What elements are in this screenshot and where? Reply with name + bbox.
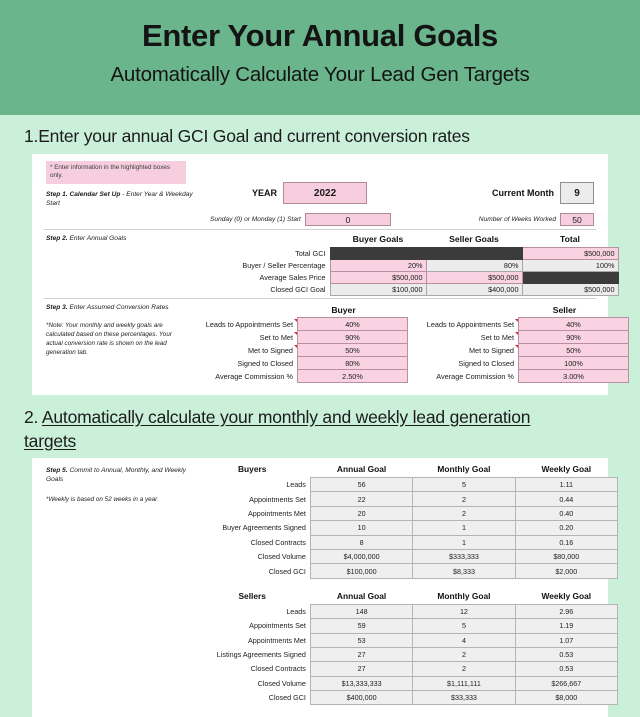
- sellers-col-weekly: Weekly Goal: [541, 590, 592, 601]
- buyers-col-annual: Annual Goal: [336, 464, 387, 474]
- input-cell[interactable]: 80%: [298, 357, 408, 370]
- table-row: [194, 492, 618, 506]
- row-label: Leads to Appointments Set: [405, 318, 519, 331]
- buyers-goal-header-row: [194, 464, 618, 478]
- step-3-note: *Note: Your monthly and weekly goals are calculated based on these percentages. Your actual conversion rate is shown on the lead generation tab.: [46, 322, 172, 356]
- calculated-cell: 1.19: [515, 619, 617, 633]
- table-row: [194, 676, 618, 690]
- calculated-cell: 0.44: [515, 492, 617, 506]
- locked-cell: [426, 248, 522, 260]
- step-1-label-rest: - Enter Year & Weekday Start: [46, 190, 193, 207]
- sellers-col-monthly: Monthly Goal: [437, 590, 491, 601]
- page-banner: [0, 0, 640, 115]
- input-cell[interactable]: 20%: [330, 260, 426, 272]
- row-label: Set to Met: [405, 331, 519, 344]
- calculated-cell: 59: [310, 619, 412, 633]
- weeks-worked-label: Number of Weeks Worked: [478, 216, 556, 223]
- calculated-cell: 2: [413, 662, 515, 676]
- step-1-section: [42, 161, 598, 227]
- table-row: [184, 370, 408, 383]
- calculated-cell: 148: [310, 604, 412, 618]
- calculated-cell: $13,333,333: [310, 676, 412, 690]
- current-month-label: Current Month: [492, 188, 554, 198]
- input-cell[interactable]: 40%: [298, 318, 408, 331]
- row-label: Appointments Met: [194, 633, 310, 647]
- step-1-label: [46, 190, 196, 208]
- input-cell[interactable]: 3.00%: [519, 370, 629, 383]
- annual-goals-col-total: Total: [560, 234, 580, 244]
- row-label: Signed to Closed: [237, 358, 293, 368]
- step-1-label-bold: Step 1. Calendar Set Up: [46, 190, 121, 198]
- row-label: Buyer / Seller Percentage: [184, 260, 330, 272]
- calculated-cell: 4: [413, 633, 515, 647]
- step-5-note: *Weekly is based on 52 weeks in a year: [46, 496, 158, 503]
- calculated-cell: 100%: [522, 260, 618, 272]
- calculated-cell: $2,000: [515, 564, 617, 578]
- year-input[interactable]: 2022: [283, 182, 367, 204]
- table-row: [405, 344, 629, 357]
- calculated-cell: 56: [310, 478, 412, 492]
- section-2-heading: [0, 405, 640, 453]
- buyers-goal-table: [194, 464, 618, 579]
- conversion-rates-area: [184, 305, 598, 383]
- calculated-cell: $333,333: [413, 549, 515, 563]
- locked-cell: [522, 272, 618, 284]
- buyers-col-monthly: Monthly Goal: [437, 464, 491, 474]
- calculated-cell: 27: [310, 662, 412, 676]
- table-row: [184, 331, 408, 344]
- comment-marker-icon: [515, 345, 518, 348]
- input-cell[interactable]: $500,000: [330, 272, 426, 284]
- seller-conversion-heading: Seller: [552, 305, 577, 315]
- calculated-cell: $266,667: [515, 676, 617, 690]
- step-2-section: [42, 234, 615, 296]
- step-2-label-rest: Enter Annual Goals: [67, 235, 127, 242]
- calculated-cell: 0.53: [515, 647, 617, 661]
- calculated-cell: 8: [310, 535, 412, 549]
- row-label: Total GCI: [184, 248, 330, 260]
- annual-goals-col-seller: Seller Goals: [449, 234, 499, 244]
- section-2-heading-text: Automatically calculate your monthly and weekly lead generation targets: [24, 407, 531, 451]
- step-3-label-bold: Step 3.: [46, 304, 68, 311]
- weeks-worked-row: [479, 213, 594, 226]
- table-row: [184, 284, 618, 296]
- calculated-cell: 10: [310, 521, 412, 535]
- input-cell[interactable]: $500,000: [522, 248, 618, 260]
- table-row: [405, 331, 629, 344]
- step-1-left-column: [46, 161, 196, 208]
- sellers-goal-header-row: [194, 591, 618, 605]
- table-row: [184, 344, 408, 357]
- table-row: [194, 521, 618, 535]
- step-5-left-column: [46, 466, 196, 504]
- calculated-cell: $100,000: [330, 284, 426, 296]
- sellers-goal-table: [194, 591, 618, 706]
- step-3-label: [46, 303, 186, 312]
- calculated-cell: $400,000: [426, 284, 522, 296]
- weekday-start-input[interactable]: 0: [305, 213, 391, 226]
- table-row: [194, 604, 618, 618]
- calculated-cell: 22: [310, 492, 412, 506]
- row-label: Average Commission %: [436, 371, 514, 381]
- table-row: [184, 357, 408, 370]
- table-row: [194, 619, 618, 633]
- row-label: Met to Signed: [405, 344, 519, 357]
- row-label: Leads: [194, 604, 310, 618]
- comment-marker-icon: [294, 332, 297, 335]
- table-row: [194, 535, 618, 549]
- row-label: Average Commission %: [215, 371, 293, 381]
- row-label: Closed Contracts: [194, 535, 310, 549]
- spreadsheet-panel-1: [32, 154, 615, 395]
- comment-marker-icon: [515, 319, 518, 322]
- divider-2: [44, 298, 596, 299]
- buyer-conversion-heading: Buyer: [331, 305, 356, 315]
- section-1-heading: [0, 124, 640, 148]
- calculated-cell: 0.40: [515, 506, 617, 520]
- page-title: Enter Your Annual Goals: [142, 18, 498, 53]
- row-label: Closed GCI: [194, 564, 310, 578]
- table-row: [194, 549, 618, 563]
- calculated-cell: 1.11: [515, 478, 617, 492]
- table-row: [194, 662, 618, 676]
- calculated-cell: 27: [310, 647, 412, 661]
- input-cell[interactable]: 40%: [519, 318, 629, 331]
- row-label: Appointments Met: [194, 506, 310, 520]
- step-3-left-column: [46, 303, 186, 357]
- table-row: [184, 318, 408, 331]
- table-row: [194, 564, 618, 578]
- calculated-cell: $400,000: [310, 691, 412, 705]
- row-label: Listings Agreements Signed: [194, 647, 310, 661]
- calculated-cell: $8,000: [515, 691, 617, 705]
- step-2-label-bold: Step 2.: [46, 235, 68, 242]
- row-label: Closed GCI: [194, 691, 310, 705]
- year-label: YEAR: [252, 188, 278, 198]
- calculated-cell: 2: [413, 492, 515, 506]
- calculated-cell: 0.20: [515, 521, 617, 535]
- table-row: [405, 357, 629, 370]
- input-cell[interactable]: 2.50%: [298, 370, 408, 383]
- calculated-cell: 1.07: [515, 633, 617, 647]
- weekday-start-row: [210, 213, 391, 226]
- highlight-instruction-note: * Enter information in the highlighted boxes only.: [46, 161, 186, 184]
- comment-marker-icon: [294, 319, 297, 322]
- calculated-cell: 80%: [426, 260, 522, 272]
- table-gap: [42, 579, 598, 591]
- calculated-cell: 2: [413, 506, 515, 520]
- row-label: Closed Volume: [194, 676, 310, 690]
- input-cell[interactable]: 50%: [519, 344, 629, 357]
- buyer-conversion-block: [184, 305, 396, 383]
- row-label: Closed GCI Goal: [184, 284, 330, 296]
- table-row: [194, 691, 618, 705]
- sellers-group-label: Sellers: [238, 590, 266, 601]
- comment-marker-icon: [515, 332, 518, 335]
- calculated-cell: $8,333: [413, 564, 515, 578]
- step-2-label: [46, 234, 196, 243]
- step-5-label-bold: Step 5.: [46, 467, 68, 474]
- spreadsheet-panel-2: [32, 458, 608, 717]
- buyers-col-weekly: Weekly Goal: [541, 464, 592, 474]
- table-row: [184, 260, 618, 272]
- weeks-worked-input[interactable]: 50: [560, 213, 594, 226]
- annual-goals-header-row: [184, 234, 618, 248]
- locked-cell: [330, 248, 426, 260]
- table-row: [194, 478, 618, 492]
- row-label: Appointments Set: [194, 619, 310, 633]
- section-2-number: 2.: [24, 407, 42, 427]
- calculated-cell: $33,333: [413, 691, 515, 705]
- table-row: [194, 647, 618, 661]
- seller-conversion-table: [405, 317, 629, 383]
- year-row: [252, 182, 367, 204]
- table-row: [405, 318, 629, 331]
- divider-1: [44, 229, 596, 230]
- row-label: Appointments Set: [194, 492, 310, 506]
- annual-goals-table: [184, 234, 619, 296]
- input-cell[interactable]: $500,000: [426, 272, 522, 284]
- seller-conversion-block: [405, 305, 617, 383]
- step-3-label-rest: Enter Assumed Conversion Rates: [67, 304, 169, 311]
- step-5-section: [42, 464, 598, 705]
- calculated-cell: 5: [413, 619, 515, 633]
- section-1-number: 1.: [24, 126, 39, 146]
- calculated-cell: $500,000: [522, 284, 618, 296]
- calculated-cell: $1,111,111: [413, 676, 515, 690]
- buyers-group-label: Buyers: [238, 464, 267, 475]
- step-3-section: [42, 303, 598, 385]
- calculated-cell: 2.96: [515, 604, 617, 618]
- row-label: Leads to Appointments Set: [184, 318, 298, 331]
- step-5-label-rest: Commit to Annual, Monthly, and Weekly Goals: [46, 467, 186, 483]
- step-5-label: [46, 466, 196, 484]
- table-row: [184, 248, 618, 260]
- annual-goals-col-0: [184, 234, 330, 248]
- row-label: Signed to Closed: [458, 358, 514, 368]
- weekday-start-label: Sunday (0) or Monday (1) Start: [210, 216, 301, 223]
- calculated-cell: 5: [413, 478, 515, 492]
- input-cell[interactable]: 100%: [519, 357, 629, 370]
- input-cell[interactable]: 50%: [298, 344, 408, 357]
- table-row: [184, 272, 618, 284]
- buyer-conversion-table: [184, 317, 408, 383]
- table-row: [194, 633, 618, 647]
- current-month-row: [492, 182, 594, 204]
- row-label: Closed Contracts: [194, 662, 310, 676]
- calculated-cell: 53: [310, 633, 412, 647]
- calculated-cell: $4,000,000: [310, 549, 412, 563]
- calculated-cell: $100,000: [310, 564, 412, 578]
- row-label: Closed Volume: [194, 549, 310, 563]
- annual-goals-col-buyer: Buyer Goals: [352, 234, 404, 244]
- table-row: [194, 506, 618, 520]
- calculated-cell: 0.16: [515, 535, 617, 549]
- calculated-cell: $80,000: [515, 549, 617, 563]
- calculated-cell: 20: [310, 506, 412, 520]
- calculated-cell: 1: [413, 535, 515, 549]
- row-label: Buyer Agreements Signed: [194, 521, 310, 535]
- calculated-cell: 1: [413, 521, 515, 535]
- current-month-value[interactable]: 9: [560, 182, 594, 204]
- comment-marker-icon: [294, 345, 297, 348]
- sellers-col-annual: Annual Goal: [336, 590, 387, 601]
- row-label: Leads: [194, 478, 310, 492]
- calculated-cell: 0.53: [515, 662, 617, 676]
- calculated-cell: 2: [413, 647, 515, 661]
- table-row: [405, 370, 629, 383]
- page-subtitle: Automatically Calculate Your Lead Gen Targets: [110, 63, 530, 86]
- row-label: Set to Met: [184, 331, 298, 344]
- section-1-heading-text: Enter your annual GCI Goal and current conversion rates: [38, 126, 470, 146]
- calculated-cell: 12: [413, 604, 515, 618]
- row-label: Average Sales Price: [184, 272, 330, 284]
- input-cell[interactable]: 90%: [519, 331, 629, 344]
- input-cell[interactable]: 90%: [298, 331, 408, 344]
- row-label: Met to Signed: [184, 344, 298, 357]
